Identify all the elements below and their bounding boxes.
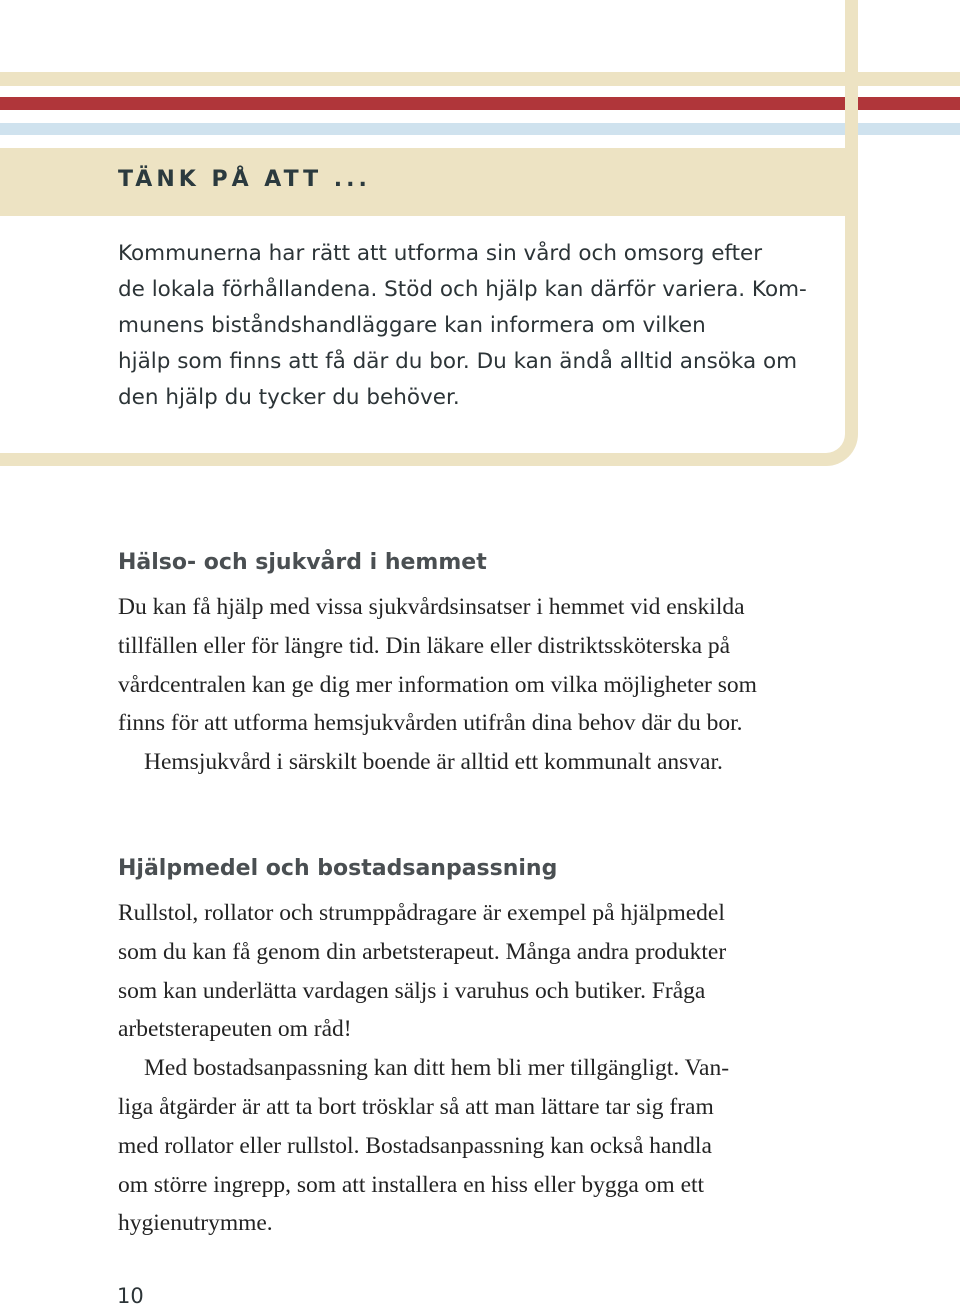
section-text xyxy=(118,894,848,1243)
page-number: 10 xyxy=(117,1284,144,1308)
section-line: tillfällen eller för längre tid. Din läkare eller distriktssköterska på xyxy=(118,632,731,659)
section-line: liga åtgärder är att ta bort trösklar så att man lättare tar sig fram xyxy=(118,1093,714,1120)
section-line: finns för att utforma hemsjukvården utifrån dina behov där du bor. xyxy=(118,710,743,737)
section-line: Du kan få hjälp med vissa sjukvårdsinsatser i hemmet vid enskilda xyxy=(118,594,745,620)
section-heading: Hälso- och sjukvård i hemmet xyxy=(118,550,487,575)
decorative-stripe-blue xyxy=(0,123,960,135)
section-line: Hemsjukvård i särskilt boende är alltid ett kommunalt ansvar. xyxy=(144,749,723,776)
tip-box-title: TÄNK PÅ ATT ... xyxy=(118,167,371,192)
tip-box-line: hjälp som finns att få där du bor. Du kan ändå alltid ansöka om xyxy=(118,349,798,374)
section-line: som kan underlätta vardagen säljs i varuhus och butiker. Fråga xyxy=(118,977,706,1004)
section-line: hygienutrymme. xyxy=(118,1210,273,1237)
section-line: om större ingrepp, som att installera en hiss eller bygga om ett xyxy=(118,1171,705,1198)
tip-box-line: munens biståndshandläggare kan informera om vilken xyxy=(118,313,706,338)
decorative-stripe-beige xyxy=(0,72,960,86)
section-text xyxy=(118,588,848,782)
section-line: med rollator eller rullstol. Bostadsanpassning kan också handla xyxy=(118,1132,712,1159)
section-line: Rullstol, rollator och strumppådragare är exempel på hjälpmedel xyxy=(118,900,725,926)
decorative-stripe-red xyxy=(0,97,960,110)
section-line: arbetsterapeuten om råd! xyxy=(118,1016,352,1043)
section-line: vårdcentralen kan ge dig mer information om vilka möjligheter som xyxy=(118,671,757,698)
tip-box-line: Kommunerna har rätt att utforma sin vård och omsorg efter xyxy=(118,241,763,266)
tip-box-text xyxy=(118,236,833,416)
section-line: som du kan få genom din arbetsterapeut. Många andra produkter xyxy=(118,938,727,965)
tip-box-line: de lokala förhållandena. Stöd och hjälp kan därför variera. Kom- xyxy=(118,277,807,302)
tip-box-line: den hjälp du tycker du behöver. xyxy=(118,385,460,410)
section-line: Med bostadsanpassning kan ditt hem bli mer tillgängligt. Van- xyxy=(144,1055,730,1082)
section-heading: Hjälpmedel och bostadsanpassning xyxy=(118,856,558,881)
